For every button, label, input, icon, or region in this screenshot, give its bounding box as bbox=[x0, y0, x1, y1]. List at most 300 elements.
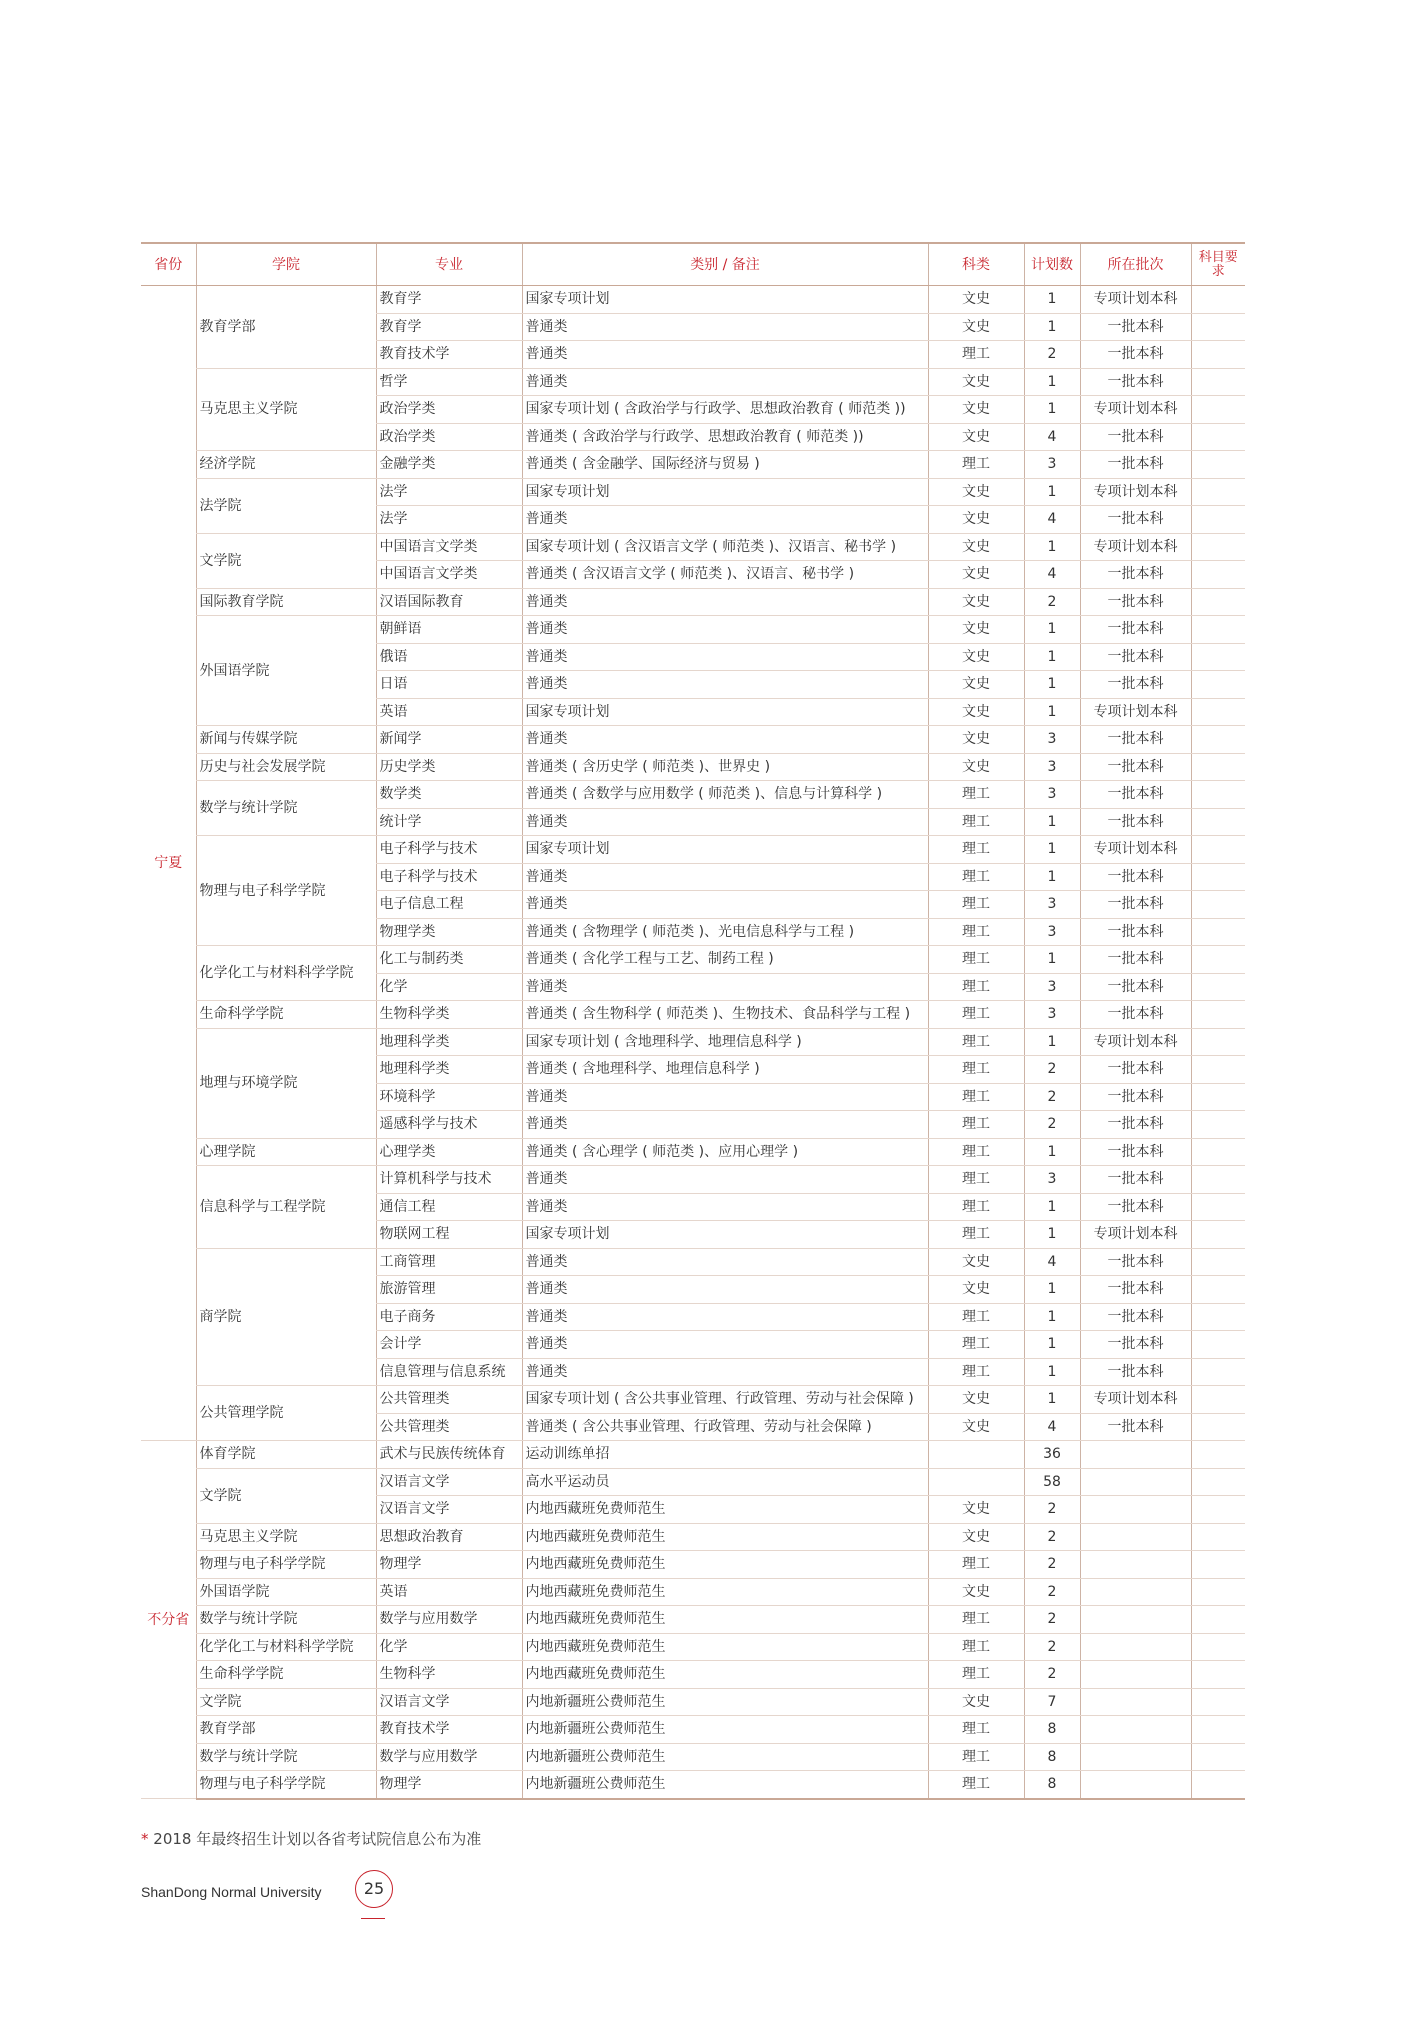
subject-cell: 理工 bbox=[928, 1551, 1024, 1579]
major-cell: 俄语 bbox=[376, 643, 522, 671]
category-cell: 内地新疆班公费师范生 bbox=[522, 1743, 928, 1771]
plan-cell: 1 bbox=[1024, 808, 1080, 836]
batch-cell: 一批本科 bbox=[1080, 726, 1191, 754]
batch-cell: 一批本科 bbox=[1080, 313, 1191, 341]
requirement-cell bbox=[1191, 1633, 1245, 1661]
category-cell: 普通类 bbox=[522, 1166, 928, 1194]
province-cell: 不分省 bbox=[141, 1441, 196, 1799]
college-cell: 文学院 bbox=[196, 1468, 376, 1523]
batch-cell: 一批本科 bbox=[1080, 1276, 1191, 1304]
major-cell: 政治学类 bbox=[376, 396, 522, 424]
subject-cell: 文史 bbox=[928, 561, 1024, 589]
subject-cell: 理工 bbox=[928, 891, 1024, 919]
plan-cell: 1 bbox=[1024, 1276, 1080, 1304]
batch-cell: 一批本科 bbox=[1080, 1001, 1191, 1029]
table-row bbox=[141, 836, 1245, 864]
batch-cell: 一批本科 bbox=[1080, 1138, 1191, 1166]
requirement-cell bbox=[1191, 1386, 1245, 1414]
table-row bbox=[141, 1551, 1245, 1579]
major-cell: 历史学类 bbox=[376, 753, 522, 781]
major-cell: 化学 bbox=[376, 1633, 522, 1661]
category-cell: 普通类 bbox=[522, 1111, 928, 1139]
major-cell: 哲学 bbox=[376, 368, 522, 396]
header-batch: 所在批次 bbox=[1080, 243, 1191, 286]
plan-cell: 58 bbox=[1024, 1468, 1080, 1496]
requirement-cell bbox=[1191, 451, 1245, 479]
batch-cell: 一批本科 bbox=[1080, 891, 1191, 919]
table-row bbox=[141, 1716, 1245, 1744]
requirement-cell bbox=[1191, 1523, 1245, 1551]
college-cell: 物理与电子科学学院 bbox=[196, 1771, 376, 1799]
subject-cell: 文史 bbox=[928, 616, 1024, 644]
table-row bbox=[141, 616, 1245, 644]
requirement-cell bbox=[1191, 313, 1245, 341]
major-cell: 汉语言文学 bbox=[376, 1496, 522, 1524]
subject-cell: 理工 bbox=[928, 863, 1024, 891]
major-cell: 中国语言文学类 bbox=[376, 561, 522, 589]
plan-cell: 4 bbox=[1024, 1248, 1080, 1276]
subject-cell: 文史 bbox=[928, 368, 1024, 396]
subject-cell: 文史 bbox=[928, 1248, 1024, 1276]
batch-cell: 一批本科 bbox=[1080, 1056, 1191, 1084]
batch-cell: 专项计划本科 bbox=[1080, 1221, 1191, 1249]
footnote-text: 2018 年最终招生计划以各省考试院信息公布为准 bbox=[153, 1830, 482, 1848]
batch-cell bbox=[1080, 1633, 1191, 1661]
batch-cell: 一批本科 bbox=[1080, 588, 1191, 616]
requirement-cell bbox=[1191, 863, 1245, 891]
major-cell: 数学与应用数学 bbox=[376, 1743, 522, 1771]
table-row bbox=[141, 478, 1245, 506]
batch-cell: 专项计划本科 bbox=[1080, 836, 1191, 864]
category-cell: 国家专项计划 bbox=[522, 478, 928, 506]
major-cell: 物联网工程 bbox=[376, 1221, 522, 1249]
table-row bbox=[141, 753, 1245, 781]
subject-cell: 文史 bbox=[928, 1496, 1024, 1524]
plan-cell: 1 bbox=[1024, 643, 1080, 671]
college-cell: 商学院 bbox=[196, 1248, 376, 1386]
table-row bbox=[141, 1166, 1245, 1194]
category-cell: 内地新疆班公费师范生 bbox=[522, 1716, 928, 1744]
major-cell: 英语 bbox=[376, 1578, 522, 1606]
major-cell: 汉语言文学 bbox=[376, 1688, 522, 1716]
batch-cell: 一批本科 bbox=[1080, 561, 1191, 589]
subject-cell: 文史 bbox=[928, 671, 1024, 699]
batch-cell: 一批本科 bbox=[1080, 781, 1191, 809]
plan-cell: 7 bbox=[1024, 1688, 1080, 1716]
category-cell: 普通类 ( 含汉语言文学 ( 师范类 )、汉语言、秘书学 ) bbox=[522, 561, 928, 589]
plan-cell: 3 bbox=[1024, 918, 1080, 946]
province-cell: 宁夏 bbox=[141, 286, 196, 1441]
table-row bbox=[141, 1633, 1245, 1661]
table-row bbox=[141, 1661, 1245, 1689]
subject-cell: 理工 bbox=[928, 946, 1024, 974]
table-row bbox=[141, 533, 1245, 561]
subject-cell: 理工 bbox=[928, 1331, 1024, 1359]
plan-cell: 4 bbox=[1024, 561, 1080, 589]
requirement-cell bbox=[1191, 946, 1245, 974]
plan-cell: 3 bbox=[1024, 1166, 1080, 1194]
category-cell: 普通类 bbox=[522, 368, 928, 396]
college-cell: 外国语学院 bbox=[196, 1578, 376, 1606]
requirement-cell bbox=[1191, 1413, 1245, 1441]
college-cell: 数学与统计学院 bbox=[196, 1606, 376, 1634]
subject-cell: 文史 bbox=[928, 396, 1024, 424]
requirement-cell bbox=[1191, 423, 1245, 451]
subject-cell: 理工 bbox=[928, 1111, 1024, 1139]
requirement-cell bbox=[1191, 726, 1245, 754]
college-cell: 教育学部 bbox=[196, 286, 376, 369]
subject-cell: 文史 bbox=[928, 1523, 1024, 1551]
category-cell: 内地西藏班免费师范生 bbox=[522, 1661, 928, 1689]
plan-cell: 3 bbox=[1024, 753, 1080, 781]
major-cell: 心理学类 bbox=[376, 1138, 522, 1166]
category-cell: 普通类 bbox=[522, 1331, 928, 1359]
category-cell: 普通类 bbox=[522, 1358, 928, 1386]
subject-cell: 理工 bbox=[928, 1166, 1024, 1194]
plan-cell: 2 bbox=[1024, 1056, 1080, 1084]
requirement-cell bbox=[1191, 808, 1245, 836]
category-cell: 内地西藏班免费师范生 bbox=[522, 1633, 928, 1661]
table-row bbox=[141, 1028, 1245, 1056]
batch-cell bbox=[1080, 1688, 1191, 1716]
requirement-cell bbox=[1191, 973, 1245, 1001]
table-row bbox=[141, 286, 1245, 314]
subject-cell: 理工 bbox=[928, 1193, 1024, 1221]
major-cell: 数学类 bbox=[376, 781, 522, 809]
plan-cell: 2 bbox=[1024, 1083, 1080, 1111]
college-cell: 新闻与传媒学院 bbox=[196, 726, 376, 754]
subject-cell: 文史 bbox=[928, 753, 1024, 781]
subject-cell: 理工 bbox=[928, 1661, 1024, 1689]
category-cell: 普通类 ( 含心理学 ( 师范类 )、应用心理学 ) bbox=[522, 1138, 928, 1166]
plan-cell: 1 bbox=[1024, 1221, 1080, 1249]
requirement-cell bbox=[1191, 1688, 1245, 1716]
batch-cell: 专项计划本科 bbox=[1080, 533, 1191, 561]
major-cell: 法学 bbox=[376, 506, 522, 534]
major-cell: 计算机科学与技术 bbox=[376, 1166, 522, 1194]
plan-cell: 2 bbox=[1024, 1578, 1080, 1606]
requirement-cell bbox=[1191, 836, 1245, 864]
category-cell: 内地新疆班公费师范生 bbox=[522, 1688, 928, 1716]
plan-cell: 2 bbox=[1024, 1111, 1080, 1139]
batch-cell: 一批本科 bbox=[1080, 368, 1191, 396]
major-cell: 电子信息工程 bbox=[376, 891, 522, 919]
subject-cell: 理工 bbox=[928, 1028, 1024, 1056]
major-cell: 日语 bbox=[376, 671, 522, 699]
table-row bbox=[141, 588, 1245, 616]
plan-cell: 8 bbox=[1024, 1743, 1080, 1771]
major-cell: 公共管理类 bbox=[376, 1413, 522, 1441]
category-cell: 高水平运动员 bbox=[522, 1468, 928, 1496]
category-cell: 普通类 bbox=[522, 1083, 928, 1111]
requirement-cell bbox=[1191, 671, 1245, 699]
subject-cell: 理工 bbox=[928, 451, 1024, 479]
subject-cell: 理工 bbox=[928, 808, 1024, 836]
requirement-cell bbox=[1191, 1496, 1245, 1524]
college-cell: 历史与社会发展学院 bbox=[196, 753, 376, 781]
plan-cell: 1 bbox=[1024, 836, 1080, 864]
enrollment-plan-table bbox=[141, 242, 1245, 1800]
subject-cell: 文史 bbox=[928, 313, 1024, 341]
college-cell: 信息科学与工程学院 bbox=[196, 1166, 376, 1249]
plan-cell: 1 bbox=[1024, 478, 1080, 506]
major-cell: 电子科学与技术 bbox=[376, 836, 522, 864]
requirement-cell bbox=[1191, 1358, 1245, 1386]
batch-cell: 一批本科 bbox=[1080, 1166, 1191, 1194]
requirement-cell bbox=[1191, 561, 1245, 589]
batch-cell: 一批本科 bbox=[1080, 863, 1191, 891]
major-cell: 金融学类 bbox=[376, 451, 522, 479]
subject-cell: 理工 bbox=[928, 1771, 1024, 1799]
batch-cell: 一批本科 bbox=[1080, 1358, 1191, 1386]
subject-cell: 文史 bbox=[928, 1688, 1024, 1716]
major-cell: 武术与民族传统体育 bbox=[376, 1441, 522, 1469]
header-subject: 科类 bbox=[928, 243, 1024, 286]
category-cell: 普通类 ( 含生物科学 ( 师范类 )、生物技术、食品科学与工程 ) bbox=[522, 1001, 928, 1029]
subject-cell bbox=[928, 1441, 1024, 1469]
requirement-cell bbox=[1191, 1661, 1245, 1689]
category-cell: 普通类 bbox=[522, 973, 928, 1001]
category-cell: 内地西藏班免费师范生 bbox=[522, 1606, 928, 1634]
category-cell: 普通类 bbox=[522, 341, 928, 369]
batch-cell: 一批本科 bbox=[1080, 451, 1191, 479]
major-cell: 法学 bbox=[376, 478, 522, 506]
category-cell: 运动训练单招 bbox=[522, 1441, 928, 1469]
batch-cell: 一批本科 bbox=[1080, 1193, 1191, 1221]
category-cell: 普通类 bbox=[522, 1248, 928, 1276]
requirement-cell bbox=[1191, 1276, 1245, 1304]
college-cell: 数学与统计学院 bbox=[196, 781, 376, 836]
batch-cell: 一批本科 bbox=[1080, 946, 1191, 974]
college-cell: 国际教育学院 bbox=[196, 588, 376, 616]
college-cell: 马克思主义学院 bbox=[196, 1523, 376, 1551]
category-cell: 普通类 ( 含政治学与行政学、思想政治教育 ( 师范类 )) bbox=[522, 423, 928, 451]
plan-cell: 3 bbox=[1024, 891, 1080, 919]
subject-cell: 文史 bbox=[928, 506, 1024, 534]
major-cell: 教育技术学 bbox=[376, 1716, 522, 1744]
major-cell: 教育学 bbox=[376, 286, 522, 314]
college-cell: 文学院 bbox=[196, 533, 376, 588]
plan-cell: 2 bbox=[1024, 1551, 1080, 1579]
college-cell: 地理与环境学院 bbox=[196, 1028, 376, 1138]
table-row bbox=[141, 1523, 1245, 1551]
category-cell: 国家专项计划 bbox=[522, 698, 928, 726]
plan-cell: 1 bbox=[1024, 533, 1080, 561]
plan-cell: 1 bbox=[1024, 313, 1080, 341]
plan-cell: 1 bbox=[1024, 1138, 1080, 1166]
college-cell: 物理与电子科学学院 bbox=[196, 1551, 376, 1579]
category-cell: 普通类 bbox=[522, 808, 928, 836]
table-row bbox=[141, 1248, 1245, 1276]
major-cell: 电子科学与技术 bbox=[376, 863, 522, 891]
batch-cell: 专项计划本科 bbox=[1080, 396, 1191, 424]
batch-cell: 一批本科 bbox=[1080, 1111, 1191, 1139]
batch-cell: 专项计划本科 bbox=[1080, 698, 1191, 726]
major-cell: 教育学 bbox=[376, 313, 522, 341]
requirement-cell bbox=[1191, 1111, 1245, 1139]
subject-cell: 理工 bbox=[928, 918, 1024, 946]
subject-cell: 文史 bbox=[928, 588, 1024, 616]
table-row bbox=[141, 1138, 1245, 1166]
plan-cell: 3 bbox=[1024, 781, 1080, 809]
plan-cell: 1 bbox=[1024, 286, 1080, 314]
plan-cell: 1 bbox=[1024, 863, 1080, 891]
category-cell: 普通类 bbox=[522, 616, 928, 644]
batch-cell: 一批本科 bbox=[1080, 423, 1191, 451]
major-cell: 生物科学类 bbox=[376, 1001, 522, 1029]
page-number-underline bbox=[361, 1918, 385, 1919]
category-cell: 普通类 ( 含物理学 ( 师范类 )、光电信息科学与工程 ) bbox=[522, 918, 928, 946]
plan-cell: 1 bbox=[1024, 1028, 1080, 1056]
batch-cell bbox=[1080, 1496, 1191, 1524]
footnote bbox=[141, 1828, 481, 1849]
requirement-cell bbox=[1191, 1716, 1245, 1744]
college-cell: 数学与统计学院 bbox=[196, 1743, 376, 1771]
plan-cell: 2 bbox=[1024, 1523, 1080, 1551]
subject-cell: 理工 bbox=[928, 1358, 1024, 1386]
college-cell: 化学化工与材料科学学院 bbox=[196, 1633, 376, 1661]
category-cell: 内地西藏班免费师范生 bbox=[522, 1523, 928, 1551]
header-province: 省份 bbox=[141, 243, 196, 286]
header-plan: 计划数 bbox=[1024, 243, 1080, 286]
subject-cell: 文史 bbox=[928, 1413, 1024, 1441]
table-row bbox=[141, 1688, 1245, 1716]
footer-university: ShanDong Normal University bbox=[141, 1884, 322, 1900]
subject-cell: 文史 bbox=[928, 533, 1024, 561]
table-row bbox=[141, 1771, 1245, 1799]
batch-cell: 一批本科 bbox=[1080, 1413, 1191, 1441]
plan-cell: 3 bbox=[1024, 726, 1080, 754]
plan-cell: 3 bbox=[1024, 451, 1080, 479]
plan-cell: 2 bbox=[1024, 1633, 1080, 1661]
requirement-cell bbox=[1191, 396, 1245, 424]
requirement-cell bbox=[1191, 1771, 1245, 1799]
requirement-cell bbox=[1191, 1468, 1245, 1496]
category-cell: 普通类 bbox=[522, 891, 928, 919]
category-cell: 内地西藏班免费师范生 bbox=[522, 1578, 928, 1606]
requirement-cell bbox=[1191, 286, 1245, 314]
batch-cell bbox=[1080, 1716, 1191, 1744]
plan-cell: 8 bbox=[1024, 1771, 1080, 1799]
batch-cell bbox=[1080, 1578, 1191, 1606]
plan-cell: 3 bbox=[1024, 1001, 1080, 1029]
plan-cell: 2 bbox=[1024, 1661, 1080, 1689]
requirement-cell bbox=[1191, 1441, 1245, 1469]
plan-cell: 1 bbox=[1024, 946, 1080, 974]
category-cell: 普通类 bbox=[522, 1276, 928, 1304]
college-cell: 体育学院 bbox=[196, 1441, 376, 1469]
batch-cell: 一批本科 bbox=[1080, 918, 1191, 946]
college-cell: 经济学院 bbox=[196, 451, 376, 479]
subject-cell: 理工 bbox=[928, 1083, 1024, 1111]
category-cell: 普通类 ( 含数学与应用数学 ( 师范类 )、信息与计算科学 ) bbox=[522, 781, 928, 809]
requirement-cell bbox=[1191, 368, 1245, 396]
plan-cell: 1 bbox=[1024, 1303, 1080, 1331]
major-cell: 物理学 bbox=[376, 1771, 522, 1799]
category-cell: 普通类 bbox=[522, 863, 928, 891]
major-cell: 新闻学 bbox=[376, 726, 522, 754]
requirement-cell bbox=[1191, 1056, 1245, 1084]
subject-cell: 文史 bbox=[928, 1386, 1024, 1414]
major-cell: 统计学 bbox=[376, 808, 522, 836]
college-cell: 马克思主义学院 bbox=[196, 368, 376, 451]
subject-cell: 理工 bbox=[928, 781, 1024, 809]
subject-cell: 文史 bbox=[928, 1578, 1024, 1606]
subject-cell: 理工 bbox=[928, 973, 1024, 1001]
category-cell: 国家专项计划 bbox=[522, 286, 928, 314]
college-cell: 文学院 bbox=[196, 1688, 376, 1716]
major-cell: 汉语国际教育 bbox=[376, 588, 522, 616]
major-cell: 电子商务 bbox=[376, 1303, 522, 1331]
subject-cell: 理工 bbox=[928, 1606, 1024, 1634]
table-row bbox=[141, 1468, 1245, 1496]
table-row bbox=[141, 781, 1245, 809]
table-row bbox=[141, 1386, 1245, 1414]
category-cell: 国家专项计划 bbox=[522, 836, 928, 864]
batch-cell bbox=[1080, 1551, 1191, 1579]
requirement-cell bbox=[1191, 1606, 1245, 1634]
plan-cell: 2 bbox=[1024, 1496, 1080, 1524]
college-cell: 教育学部 bbox=[196, 1716, 376, 1744]
major-cell: 旅游管理 bbox=[376, 1276, 522, 1304]
plan-cell: 1 bbox=[1024, 616, 1080, 644]
table-body bbox=[141, 286, 1245, 1799]
header-major: 专业 bbox=[376, 243, 522, 286]
requirement-cell bbox=[1191, 1248, 1245, 1276]
table-row bbox=[141, 1578, 1245, 1606]
plan-cell: 3 bbox=[1024, 973, 1080, 1001]
subject-cell: 理工 bbox=[928, 1716, 1024, 1744]
major-cell: 思想政治教育 bbox=[376, 1523, 522, 1551]
major-cell: 教育技术学 bbox=[376, 341, 522, 369]
footnote-star: * bbox=[141, 1830, 149, 1848]
batch-cell: 一批本科 bbox=[1080, 616, 1191, 644]
requirement-cell bbox=[1191, 1578, 1245, 1606]
subject-cell: 理工 bbox=[928, 1001, 1024, 1029]
plan-cell: 1 bbox=[1024, 396, 1080, 424]
major-cell: 化学 bbox=[376, 973, 522, 1001]
requirement-cell bbox=[1191, 616, 1245, 644]
category-cell: 内地西藏班免费师范生 bbox=[522, 1496, 928, 1524]
major-cell: 数学与应用数学 bbox=[376, 1606, 522, 1634]
page-number: 25 bbox=[355, 1870, 393, 1908]
category-cell: 国家专项计划 ( 含地理科学、地理信息科学 ) bbox=[522, 1028, 928, 1056]
college-cell: 法学院 bbox=[196, 478, 376, 533]
major-cell: 地理科学类 bbox=[376, 1028, 522, 1056]
major-cell: 公共管理类 bbox=[376, 1386, 522, 1414]
subject-cell: 理工 bbox=[928, 1633, 1024, 1661]
category-cell: 内地西藏班免费师范生 bbox=[522, 1551, 928, 1579]
subject-cell: 理工 bbox=[928, 1056, 1024, 1084]
batch-cell: 专项计划本科 bbox=[1080, 478, 1191, 506]
header-college: 学院 bbox=[196, 243, 376, 286]
requirement-cell bbox=[1191, 478, 1245, 506]
major-cell: 化工与制药类 bbox=[376, 946, 522, 974]
requirement-cell bbox=[1191, 1083, 1245, 1111]
requirement-cell bbox=[1191, 1028, 1245, 1056]
requirement-cell bbox=[1191, 1001, 1245, 1029]
requirement-cell bbox=[1191, 698, 1245, 726]
batch-cell: 专项计划本科 bbox=[1080, 286, 1191, 314]
plan-cell: 8 bbox=[1024, 1716, 1080, 1744]
subject-cell: 文史 bbox=[928, 698, 1024, 726]
requirement-cell bbox=[1191, 533, 1245, 561]
subject-cell: 文史 bbox=[928, 1276, 1024, 1304]
subject-cell: 文史 bbox=[928, 478, 1024, 506]
requirement-cell bbox=[1191, 1551, 1245, 1579]
college-cell: 化学化工与材料科学学院 bbox=[196, 946, 376, 1001]
category-cell: 国家专项计划 ( 含政治学与行政学、思想政治教育 ( 师范类 )) bbox=[522, 396, 928, 424]
